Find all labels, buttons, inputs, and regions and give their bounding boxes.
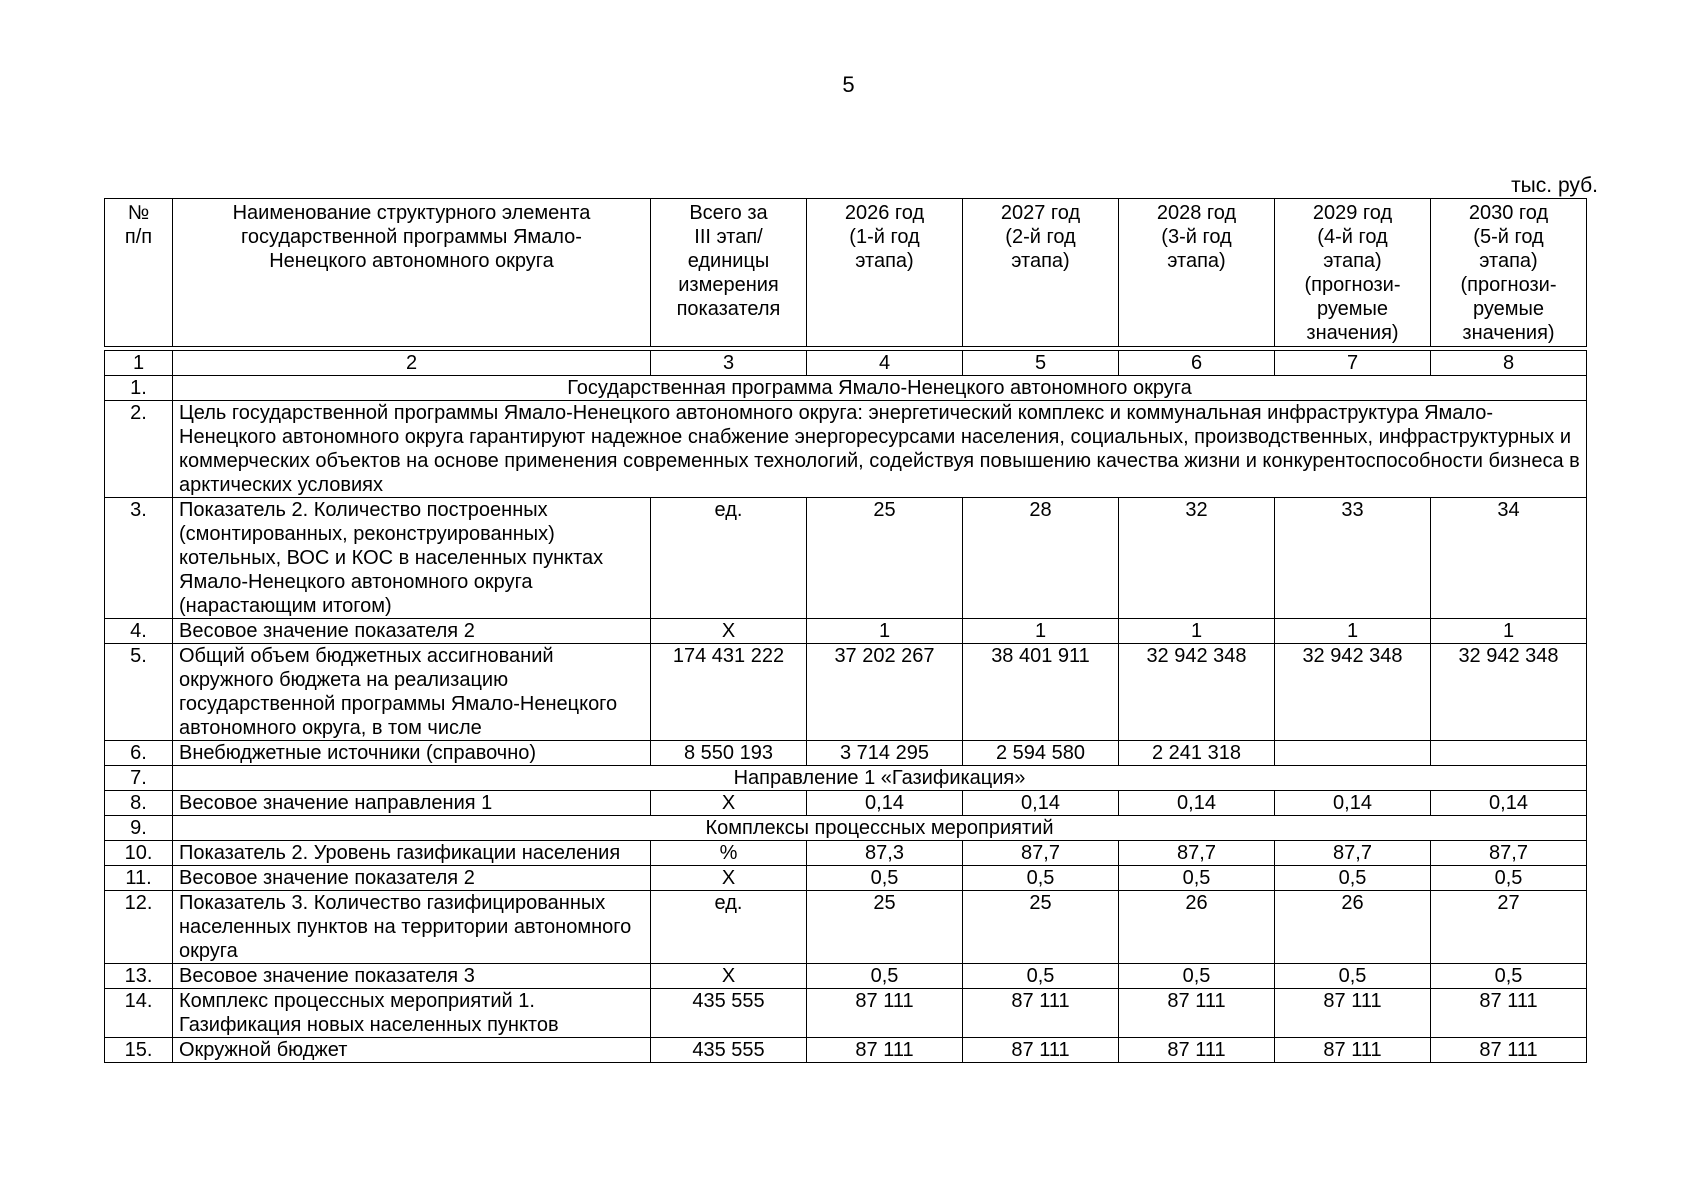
value-cell: 33 — [1275, 498, 1431, 619]
column-number: 2 — [173, 351, 651, 376]
value-cell: 0,5 — [807, 866, 963, 891]
row-name: Весовое значение показателя 2 — [173, 866, 651, 891]
table-row — [105, 1038, 1587, 1063]
row-name: Внебюджетные источники (справочно) — [173, 741, 651, 766]
data-table — [104, 350, 1587, 1063]
column-number: 3 — [651, 351, 807, 376]
table-row — [105, 401, 1587, 498]
table-row — [105, 766, 1587, 791]
row-name: Весовое значение показателя 2 — [173, 619, 651, 644]
value-cell — [1275, 741, 1431, 766]
value-cell: 0,14 — [1431, 791, 1587, 816]
column-number: 1 — [105, 351, 173, 376]
value-cell: 0,5 — [1431, 866, 1587, 891]
row-number: 11. — [105, 866, 173, 891]
value-cell: 1 — [1275, 619, 1431, 644]
row-number: 4. — [105, 619, 173, 644]
value-cell: 0,14 — [1119, 791, 1275, 816]
row-number: 14. — [105, 989, 173, 1038]
value-cell: 0,14 — [1275, 791, 1431, 816]
value-cell: 87,7 — [1275, 841, 1431, 866]
page-number: 5 — [842, 72, 855, 97]
value-cell: 87 111 — [807, 989, 963, 1038]
value-cell: Х — [651, 964, 807, 989]
row-name: Комплекс процессных мероприятий 1. Газификация новых населенных пунктов — [173, 989, 651, 1038]
value-cell: 26 — [1275, 891, 1431, 964]
value-cell: 87 111 — [1431, 989, 1587, 1038]
value-cell: 87,7 — [1431, 841, 1587, 866]
value-cell: 1 — [807, 619, 963, 644]
value-cell: 0,5 — [963, 866, 1119, 891]
section-title: Комплексы процессных мероприятий — [173, 816, 1587, 841]
table-row — [105, 376, 1587, 401]
row-number: 3. — [105, 498, 173, 619]
value-cell: 1 — [963, 619, 1119, 644]
row-name: Общий объем бюджетных ассигнований окружного бюджета на реализацию государственной программы Ямало-Ненецкого автономного округа, в том числе — [173, 644, 651, 741]
value-cell: 32 942 348 — [1275, 644, 1431, 741]
value-cell: 0,5 — [1275, 964, 1431, 989]
section-title: Государственная программа Ямало-Ненецкого автономного округа — [173, 376, 1587, 401]
header-cell-2029: 2029 год (4-й год этапа) (прогнози- руемые значения) — [1275, 199, 1431, 347]
value-cell: ед. — [651, 498, 807, 619]
value-cell: 87 111 — [963, 989, 1119, 1038]
row-number: 15. — [105, 1038, 173, 1063]
row-name: Весовое значение направления 1 — [173, 791, 651, 816]
value-cell: 87,7 — [1119, 841, 1275, 866]
data-table-body — [105, 351, 1587, 1063]
header-cell-number: № п/п — [105, 199, 173, 347]
value-cell: 174 431 222 — [651, 644, 807, 741]
value-cell: 3 714 295 — [807, 741, 963, 766]
value-cell: 25 — [963, 891, 1119, 964]
column-number: 4 — [807, 351, 963, 376]
table-row — [105, 989, 1587, 1038]
value-cell: 435 555 — [651, 989, 807, 1038]
value-cell: 0,5 — [1119, 866, 1275, 891]
table-row — [105, 619, 1587, 644]
header-cell-2030: 2030 год (5-й год этапа) (прогнози- руемые значения) — [1431, 199, 1587, 347]
value-cell: 1 — [1431, 619, 1587, 644]
section-title: Направление 1 «Газификация» — [173, 766, 1587, 791]
row-name: Окружной бюджет — [173, 1038, 651, 1063]
value-cell: 32 942 348 — [1119, 644, 1275, 741]
value-cell: 37 202 267 — [807, 644, 963, 741]
units-label: тыс. руб. — [1511, 174, 1598, 197]
column-number: 7 — [1275, 351, 1431, 376]
row-name: Весовое значение показателя 3 — [173, 964, 651, 989]
value-cell: 32 — [1119, 498, 1275, 619]
value-cell: 2 594 580 — [963, 741, 1119, 766]
table-row — [105, 964, 1587, 989]
row-number: 6. — [105, 741, 173, 766]
value-cell: 0,14 — [807, 791, 963, 816]
column-number: 6 — [1119, 351, 1275, 376]
value-cell: 87,3 — [807, 841, 963, 866]
row-number: 7. — [105, 766, 173, 791]
value-cell: 87 111 — [1275, 1038, 1431, 1063]
column-number-row — [105, 351, 1587, 376]
value-cell: 87 111 — [1431, 1038, 1587, 1063]
row-number: 10. — [105, 841, 173, 866]
table-row — [105, 791, 1587, 816]
table-header — [104, 198, 1587, 347]
value-cell: 87,7 — [963, 841, 1119, 866]
value-cell: Х — [651, 791, 807, 816]
row-number: 2. — [105, 401, 173, 498]
value-cell: 8 550 193 — [651, 741, 807, 766]
value-cell: 38 401 911 — [963, 644, 1119, 741]
row-name: Показатель 2. Уровень газификации населения — [173, 841, 651, 866]
value-cell — [1431, 741, 1587, 766]
value-cell: 0,5 — [1431, 964, 1587, 989]
value-cell: 2 241 318 — [1119, 741, 1275, 766]
table-row — [105, 891, 1587, 964]
table-row — [105, 816, 1587, 841]
table-row — [105, 866, 1587, 891]
table-row — [105, 841, 1587, 866]
value-cell: 0,5 — [963, 964, 1119, 989]
row-number: 13. — [105, 964, 173, 989]
value-cell: 87 111 — [1119, 989, 1275, 1038]
value-cell: 0,5 — [1119, 964, 1275, 989]
value-cell: 87 111 — [1119, 1038, 1275, 1063]
value-cell: 1 — [1119, 619, 1275, 644]
value-cell: 0,5 — [1275, 866, 1431, 891]
row-name: Показатель 3. Количество газифицированных населенных пунктов на территории автономного округа — [173, 891, 651, 964]
table-row — [105, 741, 1587, 766]
table-row — [105, 498, 1587, 619]
row-number: 9. — [105, 816, 173, 841]
value-cell: 25 — [807, 891, 963, 964]
value-cell: 34 — [1431, 498, 1587, 619]
value-cell: Х — [651, 866, 807, 891]
value-cell: 87 111 — [1275, 989, 1431, 1038]
column-number: 8 — [1431, 351, 1587, 376]
value-cell: 32 942 348 — [1431, 644, 1587, 741]
value-cell: Х — [651, 619, 807, 644]
row-number: 8. — [105, 791, 173, 816]
value-cell: 25 — [807, 498, 963, 619]
row-number: 12. — [105, 891, 173, 964]
value-cell: 0,14 — [963, 791, 1119, 816]
header-cell-2028: 2028 год (3-й год этапа) — [1119, 199, 1275, 347]
value-cell: 87 111 — [807, 1038, 963, 1063]
value-cell: 28 — [963, 498, 1119, 619]
value-cell: 87 111 — [963, 1038, 1119, 1063]
value-cell: % — [651, 841, 807, 866]
value-cell: 0,5 — [807, 964, 963, 989]
row-number: 5. — [105, 644, 173, 741]
table-row — [105, 644, 1587, 741]
value-cell: 435 555 — [651, 1038, 807, 1063]
row-number: 1. — [105, 376, 173, 401]
value-cell: ед. — [651, 891, 807, 964]
value-cell: 27 — [1431, 891, 1587, 964]
header-cell-2027: 2027 год (2-й год этапа) — [963, 199, 1119, 347]
column-number: 5 — [963, 351, 1119, 376]
header-cell-name: Наименование структурного элемента государственной программы Ямало- Ненецкого автономного округа — [173, 199, 651, 347]
row-name: Показатель 2. Количество построенных (смонтированных, реконструированных) котельных, ВОС и КОС в населенных пунктах Ямало-Ненецкого автономного округа (нарастающим итогом) — [173, 498, 651, 619]
header-cell-total: Всего за III этап/ единицы измерения показателя — [651, 199, 807, 347]
section-title: Цель государственной программы Ямало-Ненецкого автономного округа: энергетический комплекс и коммунальная инфраструктура Ямало-Ненецкого автономного округа гарантируют надежное снабжение энергоресурсами населения, социальных, производственных, инфраструктурных и коммерческих объектов на основе применения современных технологий, содействуя повышению качества жизни и конкурентоспособности бизнеса в арктических условиях — [173, 401, 1587, 498]
value-cell: 26 — [1119, 891, 1275, 964]
header-cell-2026: 2026 год (1-й год этапа) — [807, 199, 963, 347]
